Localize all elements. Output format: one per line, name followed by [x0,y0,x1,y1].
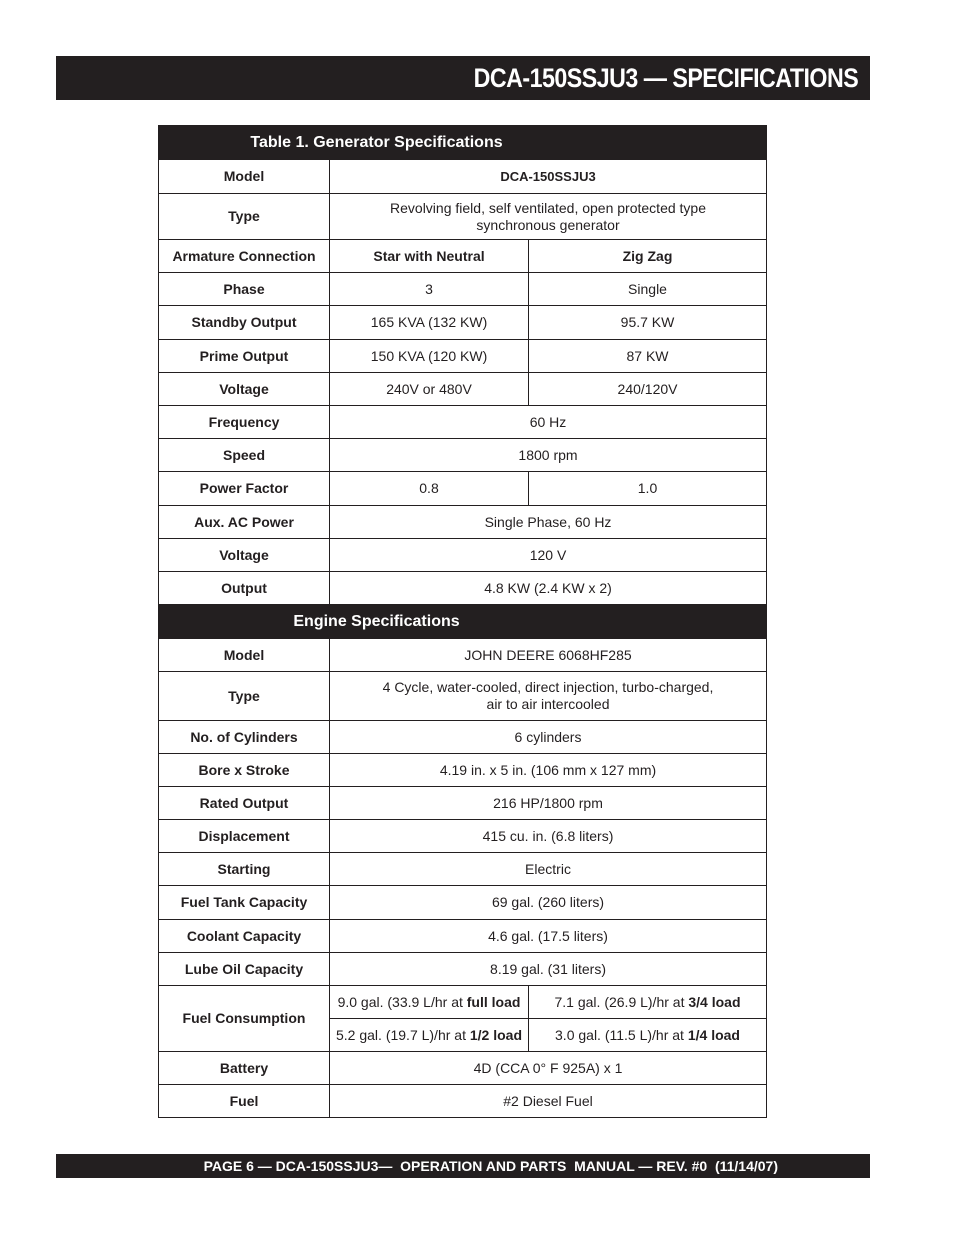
table-row [159,953,767,986]
row-value: DCA-150SSJU3 [330,160,767,194]
fuel-consumption-half-load: 5.2 gal. (19.7 L)/hr at 1/2 load [330,1019,529,1052]
row-value-star: 165 KVA (132 KW) [330,306,529,340]
row-value-zigzag: 95.7 KW [529,306,767,340]
page-title: DCA-150SSJU3 — SPECIFICATIONS [473,62,858,93]
row-label: Bore x Stroke [159,754,330,787]
table-row [159,572,767,605]
row-value: Single Phase, 60 Hz [330,506,767,539]
table-row [159,639,767,672]
row-value-star: Star with Neutral [330,240,529,273]
row-label: Type [159,194,330,240]
row-value: 4.6 gal. (17.5 liters) [330,920,767,953]
row-label: Rated Output [159,787,330,820]
fuel-consumption-quarter-load: 3.0 gal. (11.5 L)/hr at 1/4 load [529,1019,767,1052]
row-value: 4D (CCA 0° F 925A) x 1 [330,1052,767,1085]
row-label: Output [159,572,330,605]
row-value: 8.19 gal. (31 liters) [330,953,767,986]
row-label: Fuel Consumption [159,986,330,1052]
row-value [330,672,767,721]
row-label: Starting [159,853,330,886]
row-label: Standby Output [159,306,330,340]
table-row [159,240,767,273]
row-label: Armature Connection [159,240,330,273]
table-row [159,472,767,506]
row-value: JOHN DEERE 6068HF285 [330,639,767,672]
page-footer-bar [56,1154,870,1178]
table-row [159,1085,767,1118]
row-value: 1800 rpm [330,439,767,472]
row-label: Type [159,672,330,721]
row-label: Phase [159,273,330,306]
row-label: Fuel Tank Capacity [159,886,330,920]
row-label: No. of Cylinders [159,721,330,754]
row-value: 4.8 KW (2.4 KW x 2) [330,572,767,605]
row-value: #2 Diesel Fuel [330,1085,767,1118]
row-value: 4.19 in. x 5 in. (106 mm x 127 mm) [330,754,767,787]
table-row [159,340,767,373]
row-value-zigzag: 1.0 [529,472,767,506]
row-value-zigzag: Zig Zag [529,240,767,273]
row-value-star: 0.8 [330,472,529,506]
row-label: Battery [159,1052,330,1085]
row-value: 6 cylinders [330,721,767,754]
table-row [159,920,767,953]
table-row [159,721,767,754]
row-value: Revolving field, self ventilated, open protected type synchronous generator [330,194,767,240]
row-label: Power Factor [159,472,330,506]
page-header-bar [56,56,870,100]
row-label: Coolant Capacity [159,920,330,953]
table-row [159,754,767,787]
fuel-consumption-full-load: 9.0 gal. (33.9 L/hr at full load [330,986,529,1019]
row-label: Speed [159,439,330,472]
table-row [159,886,767,920]
row-value: 415 cu. in. (6.8 liters) [330,820,767,853]
table-row [159,506,767,539]
table-row [159,672,767,721]
engine-section-title: Engine Specifications [159,605,767,639]
row-value: Electric [330,853,767,886]
row-value: 69 gal. (260 liters) [330,886,767,920]
generator-specifications-table [158,125,767,1118]
row-value-zigzag: 87 KW [529,340,767,373]
row-value: 60 Hz [330,406,767,439]
row-value-star: 150 KVA (120 KW) [330,340,529,373]
table-title: Table 1. Generator Specifications [159,126,767,160]
row-label: Displacement [159,820,330,853]
row-value: 120 V [330,539,767,572]
table-row [159,406,767,439]
engine-type-line-2: air to air intercooled [486,696,610,712]
row-value-zigzag: 240/120V [529,373,767,406]
generator-section-header [159,126,767,160]
engine-section-header [159,605,767,639]
row-value-star: 3 [330,273,529,306]
page-footer-text: PAGE 6 — DCA-150SSJU3— OPERATION AND PARTS MANUAL — REV. #0 (11/14/07) [203,1158,778,1174]
row-label: Voltage [159,539,330,572]
row-label: Lube Oil Capacity [159,953,330,986]
row-value-zigzag: Single [529,273,767,306]
table-row [159,373,767,406]
row-label: Model [159,639,330,672]
table-row [159,306,767,340]
row-label: Fuel [159,1085,330,1118]
fuel-consumption-three-quarter-load: 7.1 gal. (26.9 L)/hr at 3/4 load [529,986,767,1019]
table-row [159,787,767,820]
table-row [159,160,767,194]
row-label: Aux. AC Power [159,506,330,539]
table-row [159,1052,767,1085]
engine-type-line-1: 4 Cycle, water-cooled, direct injection, turbo-charged, [382,679,714,695]
table-row [159,820,767,853]
table-row [159,194,767,240]
row-value-star: 240V or 480V [330,373,529,406]
row-label: Voltage [159,373,330,406]
row-label: Frequency [159,406,330,439]
table-row [159,273,767,306]
table-row [159,853,767,886]
table-row [159,439,767,472]
table-row [159,539,767,572]
row-label: Prime Output [159,340,330,373]
row-label: Model [159,160,330,194]
table-row [159,986,767,1019]
row-value: 216 HP/1800 rpm [330,787,767,820]
